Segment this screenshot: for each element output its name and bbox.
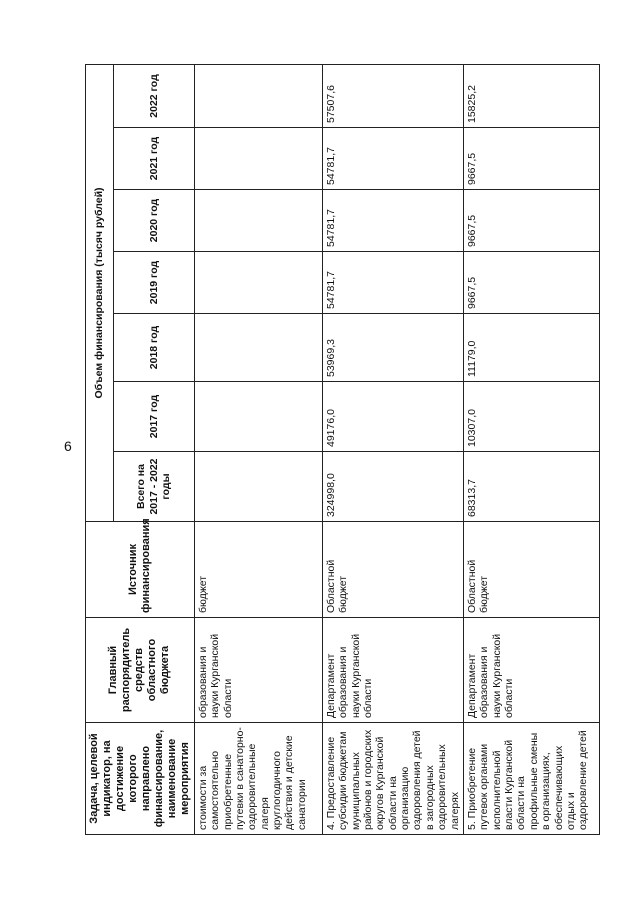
row-value-2019: 54781,7 — [322, 252, 463, 314]
row-value-2022: 15825,2 — [463, 64, 599, 127]
row-manager: образования и науки Курганской области — [194, 618, 322, 723]
row-task: стоимости за самостоятельно приобретенные путевки в санаторно-оздоровительные лагеря круглогодичного действия и детские санатории — [194, 723, 322, 835]
row-value-2018 — [194, 314, 322, 382]
header-funding-group: Объем финансирования (тысяч рублей) — [86, 64, 114, 521]
header-source: Источник финансирования — [86, 522, 195, 618]
row-value-2017 — [194, 382, 322, 452]
row-value-2020: 54781,7 — [322, 190, 463, 252]
header-total: Всего на 2017 - 2022 годы — [113, 452, 194, 522]
row-value-2017: 10307,0 — [463, 382, 599, 452]
row-manager: Департамент образования и науки Курганской области — [322, 618, 463, 723]
header-year-2021: 2021 год — [113, 128, 194, 190]
row-value-2022: 57507,6 — [322, 64, 463, 127]
row-source: Областной бюджет — [463, 522, 599, 618]
row-source: бюджет — [194, 522, 322, 618]
header-year-2020: 2020 год — [113, 190, 194, 252]
table-row — [463, 64, 599, 834]
row-value-2018: 53969,3 — [322, 314, 463, 382]
table-row — [194, 64, 322, 834]
header-year-2018: 2018 год — [113, 314, 194, 382]
row-task: 4. Предоставление субсидии бюджетам муниципальных районов и городских округов Курганской области на организацию оздоровления детей в загородных оздоровительных лагерях — [322, 723, 463, 835]
row-value-2021 — [194, 128, 322, 190]
header-task: Задача, целевой индикатор, на достижение которого направлено финансирование, наименование мероприятия — [86, 723, 195, 835]
row-value-2019 — [194, 252, 322, 314]
header-year-2019: 2019 год — [113, 252, 194, 314]
header-manager: Главный распорядитель средств областного бюджета — [86, 618, 195, 723]
row-manager: Департамент образования и науки Курганской области — [463, 618, 599, 723]
row-value-2017: 49176,0 — [322, 382, 463, 452]
row-total: 68313,7 — [463, 452, 599, 522]
row-value-2020: 9667,5 — [463, 190, 599, 252]
row-value-2018: 11179,0 — [463, 314, 599, 382]
row-total — [194, 452, 322, 522]
page-number: 6 — [64, 438, 72, 454]
rotated-page — [85, 65, 590, 835]
row-total: 324998,0 — [322, 452, 463, 522]
funding-table — [85, 64, 600, 835]
row-value-2021: 9667,5 — [463, 128, 599, 190]
table-row — [322, 64, 463, 834]
row-value-2020 — [194, 190, 322, 252]
row-value-2022 — [194, 64, 322, 127]
header-year-2022: 2022 год — [113, 64, 194, 127]
row-value-2019: 9667,5 — [463, 252, 599, 314]
row-value-2021: 54781,7 — [322, 128, 463, 190]
row-source: Областной бюджет — [322, 522, 463, 618]
row-task: 5. Приобретение путевок органами исполнительной власти Курганской области на профильные смены в организациях, обеспечивающих отдых и оздоровление детей — [463, 723, 599, 835]
header-year-2017: 2017 год — [113, 382, 194, 452]
